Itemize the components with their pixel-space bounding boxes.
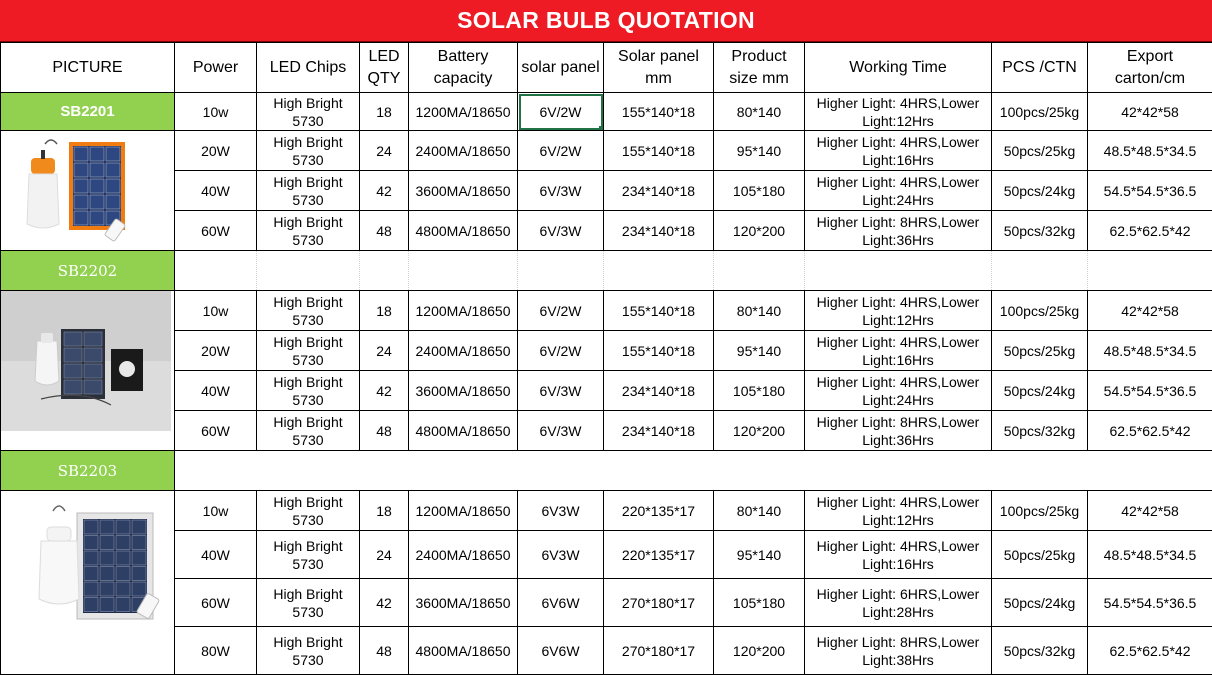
battery-cell[interactable]: 1200MA/18650 — [409, 93, 518, 131]
product-size-cell[interactable]: 80*140 — [714, 93, 805, 131]
model-label[interactable]: SB2202 — [1, 251, 175, 291]
product-size-cell[interactable]: 120*200 — [714, 211, 805, 251]
working-time-cell[interactable]: Higher Light: 4HRS,Lower Light:24Hrs — [805, 371, 992, 411]
battery-cell[interactable]: 2400MA/18650 — [409, 131, 518, 171]
power-cell[interactable]: 60W — [175, 211, 257, 251]
power-cell[interactable]: 40W — [175, 371, 257, 411]
export-carton-cell[interactable]: 42*42*58 — [1088, 291, 1212, 331]
empty-cell[interactable] — [805, 251, 992, 291]
table-row — [1, 491, 1212, 531]
header-power[interactable]: Power — [175, 43, 257, 93]
pcs-ctn-cell[interactable]: 100pcs/25kg — [992, 491, 1088, 531]
export-carton-cell[interactable]: 48.5*48.5*34.5 — [1088, 331, 1212, 371]
solar-panel-cell[interactable]: 6V3W — [518, 491, 604, 531]
empty-cell[interactable] — [604, 251, 714, 291]
led-qty-cell[interactable]: 48 — [360, 411, 409, 451]
led-chips-cell[interactable]: High Bright 5730 — [257, 411, 360, 451]
power-cell[interactable]: 10w — [175, 291, 257, 331]
table-row — [1, 627, 1212, 675]
table-row — [1, 171, 1212, 211]
led-chips-cell[interactable]: High Bright 5730 — [257, 627, 360, 675]
header-led-chips[interactable]: LED Chips — [257, 43, 360, 93]
solar-panel-cell[interactable]: 6V/3W — [518, 371, 604, 411]
product-size-cell[interactable]: 105*180 — [714, 171, 805, 211]
empty-cell[interactable] — [360, 251, 409, 291]
battery-cell[interactable]: 2400MA/18650 — [409, 531, 518, 579]
solar-panel-mm-cell[interactable]: 270*180*17 — [604, 579, 714, 627]
pcs-ctn-cell[interactable]: 50pcs/25kg — [992, 131, 1088, 171]
led-qty-cell[interactable]: 24 — [360, 331, 409, 371]
empty-cell[interactable] — [257, 251, 360, 291]
solar-panel-mm-cell[interactable]: 220*135*17 — [604, 531, 714, 579]
led-chips-cell[interactable]: High Bright 5730 — [257, 171, 360, 211]
product-size-cell[interactable]: 95*140 — [714, 531, 805, 579]
header-solar-panel[interactable]: solar panel — [518, 43, 604, 93]
header-product-size[interactable]: Product size mm — [714, 43, 805, 93]
export-carton-cell[interactable]: 42*42*58 — [1088, 491, 1212, 531]
battery-cell[interactable]: 3600MA/18650 — [409, 579, 518, 627]
export-carton-cell[interactable]: 62.5*62.5*42 — [1088, 627, 1212, 675]
led-qty-cell[interactable]: 48 — [360, 627, 409, 675]
header-working-time[interactable]: Working Time — [805, 43, 992, 93]
sheet-title: SOLAR BULB QUOTATION — [0, 0, 1212, 42]
pcs-ctn-cell[interactable]: 50pcs/25kg — [992, 531, 1088, 579]
pcs-ctn-cell[interactable]: 50pcs/24kg — [992, 171, 1088, 211]
led-chips-cell[interactable]: High Bright 5730 — [257, 371, 360, 411]
solar-panel-mm-cell[interactable]: 155*140*18 — [604, 331, 714, 371]
solar-panel-cell[interactable]: 6V/2W — [518, 131, 604, 171]
table-row — [1, 411, 1212, 451]
solar-panel-cell[interactable]: 6V/2W — [518, 291, 604, 331]
export-carton-cell[interactable]: 48.5*48.5*34.5 — [1088, 131, 1212, 171]
pcs-ctn-cell[interactable]: 100pcs/25kg — [992, 291, 1088, 331]
solar-panel-cell[interactable]: 6V3W — [518, 531, 604, 579]
working-time-cell[interactable]: Higher Light: 8HRS,Lower Light:36Hrs — [805, 411, 992, 451]
solar-panel-cell[interactable]: 6V/2W — [518, 331, 604, 371]
led-chips-cell[interactable]: High Bright 5730 — [257, 93, 360, 131]
battery-cell[interactable]: 4800MA/18650 — [409, 627, 518, 675]
header-pcs-ctn[interactable]: PCS /CTN — [992, 43, 1088, 93]
working-time-cell[interactable]: Higher Light: 4HRS,Lower Light:12Hrs — [805, 93, 992, 131]
empty-cell[interactable] — [992, 251, 1088, 291]
battery-cell[interactable]: 2400MA/18650 — [409, 331, 518, 371]
empty-cell[interactable] — [714, 251, 805, 291]
solar-panel-mm-cell[interactable]: 234*140*18 — [604, 411, 714, 451]
led-chips-cell[interactable]: High Bright 5730 — [257, 491, 360, 531]
pcs-ctn-cell[interactable]: 50pcs/32kg — [992, 211, 1088, 251]
solar-panel-mm-cell[interactable]: 155*140*18 — [604, 93, 714, 131]
battery-cell[interactable]: 1200MA/18650 — [409, 491, 518, 531]
battery-cell[interactable]: 3600MA/18650 — [409, 371, 518, 411]
empty-cell[interactable] — [175, 251, 257, 291]
working-time-cell[interactable]: Higher Light: 4HRS,Lower Light:12Hrs — [805, 491, 992, 531]
group-label-row — [1, 451, 1212, 491]
led-chips-cell[interactable]: High Bright 5730 — [257, 291, 360, 331]
table-row — [1, 291, 1212, 331]
solar-panel-mm-cell[interactable]: 220*135*17 — [604, 491, 714, 531]
working-time-cell[interactable]: Higher Light: 8HRS,Lower Light:36Hrs — [805, 211, 992, 251]
working-time-cell[interactable]: Higher Light: 4HRS,Lower Light:16Hrs — [805, 331, 992, 371]
table-row — [1, 579, 1212, 627]
export-carton-cell[interactable]: 62.5*62.5*42 — [1088, 211, 1212, 251]
solar-panel-mm-cell[interactable]: 155*140*18 — [604, 291, 714, 331]
empty-cell[interactable] — [175, 451, 1212, 491]
led-qty-cell[interactable]: 18 — [360, 93, 409, 131]
table-row — [1, 371, 1212, 411]
header-solar-panel-mm[interactable]: Solar panel mm — [604, 43, 714, 93]
quotation-table — [0, 42, 1212, 675]
solar-panel-mm-cell[interactable]: 270*180*17 — [604, 627, 714, 675]
header-picture[interactable]: PICTURE — [1, 43, 175, 93]
empty-cell[interactable] — [1088, 251, 1212, 291]
solar-panel-mm-cell[interactable]: 155*140*18 — [604, 131, 714, 171]
product-size-cell[interactable]: 80*140 — [714, 491, 805, 531]
product-picture — [1, 131, 175, 251]
pcs-ctn-cell[interactable]: 50pcs/32kg — [992, 411, 1088, 451]
solar-panel-cell[interactable]: 6V6W — [518, 627, 604, 675]
pcs-ctn-cell[interactable]: 50pcs/24kg — [992, 371, 1088, 411]
product-picture — [1, 491, 175, 675]
battery-cell[interactable]: 4800MA/18650 — [409, 211, 518, 251]
battery-cell[interactable]: 4800MA/18650 — [409, 411, 518, 451]
power-cell[interactable]: 40W — [175, 531, 257, 579]
empty-cell[interactable] — [409, 251, 518, 291]
solar-panel-cell[interactable]: 6V/2W — [518, 93, 604, 131]
table-row — [1, 531, 1212, 579]
export-carton-cell[interactable]: 48.5*48.5*34.5 — [1088, 531, 1212, 579]
product-size-cell[interactable]: 80*140 — [714, 291, 805, 331]
power-cell[interactable]: 60W — [175, 579, 257, 627]
solar-panel-cell[interactable]: 6V/3W — [518, 411, 604, 451]
product-size-cell[interactable]: 105*180 — [714, 579, 805, 627]
power-cell[interactable]: 80W — [175, 627, 257, 675]
empty-cell[interactable] — [518, 251, 604, 291]
working-time-cell[interactable]: Higher Light: 8HRS,Lower Light:38Hrs — [805, 627, 992, 675]
export-carton-cell[interactable]: 54.5*54.5*36.5 — [1088, 579, 1212, 627]
export-carton-cell[interactable]: 54.5*54.5*36.5 — [1088, 371, 1212, 411]
power-cell[interactable]: 10w — [175, 93, 257, 131]
power-cell[interactable]: 10w — [175, 491, 257, 531]
table-row — [1, 211, 1212, 251]
pcs-ctn-cell[interactable]: 50pcs/32kg — [992, 627, 1088, 675]
led-chips-cell[interactable]: High Bright 5730 — [257, 131, 360, 171]
header-battery[interactable]: Battery capacity — [409, 43, 518, 93]
working-time-cell[interactable]: Higher Light: 6HRS,Lower Light:28Hrs — [805, 579, 992, 627]
header-export-carton[interactable]: Export carton/cm — [1088, 43, 1212, 93]
export-carton-cell[interactable]: 62.5*62.5*42 — [1088, 411, 1212, 451]
solar-panel-mm-cell[interactable]: 234*140*18 — [604, 171, 714, 211]
group-label-row — [1, 93, 1212, 131]
product-size-cell[interactable]: 95*140 — [714, 331, 805, 371]
solar-panel-cell[interactable]: 6V6W — [518, 579, 604, 627]
header-row — [1, 43, 1212, 93]
header-led-qty[interactable]: LED QTY — [360, 43, 409, 93]
battery-cell[interactable]: 1200MA/18650 — [409, 291, 518, 331]
product-size-cell[interactable]: 95*140 — [714, 131, 805, 171]
pcs-ctn-cell[interactable]: 100pcs/25kg — [992, 93, 1088, 131]
led-qty-cell[interactable]: 18 — [360, 291, 409, 331]
power-cell[interactable]: 40W — [175, 171, 257, 211]
led-chips-cell[interactable]: High Bright 5730 — [257, 331, 360, 371]
led-qty-cell[interactable]: 42 — [360, 579, 409, 627]
solar-panel-cell[interactable]: 6V/3W — [518, 171, 604, 211]
solar-panel-mm-cell[interactable]: 234*140*18 — [604, 211, 714, 251]
product-picture — [1, 291, 175, 451]
export-carton-cell[interactable]: 42*42*58 — [1088, 93, 1212, 131]
product-size-cell[interactable]: 105*180 — [714, 371, 805, 411]
led-qty-cell[interactable]: 24 — [360, 131, 409, 171]
working-time-cell[interactable]: Higher Light: 4HRS,Lower Light:24Hrs — [805, 171, 992, 211]
power-cell[interactable]: 20W — [175, 331, 257, 371]
table-row — [1, 131, 1212, 171]
group-label-row — [1, 251, 1212, 291]
product-size-cell[interactable]: 120*200 — [714, 411, 805, 451]
battery-cell[interactable]: 3600MA/18650 — [409, 171, 518, 211]
led-chips-cell[interactable]: High Bright 5730 — [257, 579, 360, 627]
working-time-cell[interactable]: Higher Light: 4HRS,Lower Light:16Hrs — [805, 531, 992, 579]
solar-panel-cell[interactable]: 6V/3W — [518, 211, 604, 251]
led-chips-cell[interactable]: High Bright 5730 — [257, 211, 360, 251]
led-qty-cell[interactable]: 24 — [360, 531, 409, 579]
model-label[interactable]: SB2203 — [1, 451, 175, 491]
pcs-ctn-cell[interactable]: 50pcs/25kg — [992, 331, 1088, 371]
model-label[interactable]: SB2201 — [1, 93, 175, 131]
working-time-cell[interactable]: Higher Light: 4HRS,Lower Light:16Hrs — [805, 131, 992, 171]
product-size-cell[interactable]: 120*200 — [714, 627, 805, 675]
led-qty-cell[interactable]: 18 — [360, 491, 409, 531]
working-time-cell[interactable]: Higher Light: 4HRS,Lower Light:12Hrs — [805, 291, 992, 331]
table-row — [1, 331, 1212, 371]
power-cell[interactable]: 60W — [175, 411, 257, 451]
led-qty-cell[interactable]: 42 — [360, 171, 409, 211]
power-cell[interactable]: 20W — [175, 131, 257, 171]
export-carton-cell[interactable]: 54.5*54.5*36.5 — [1088, 171, 1212, 211]
led-chips-cell[interactable]: High Bright 5730 — [257, 531, 360, 579]
led-qty-cell[interactable]: 42 — [360, 371, 409, 411]
solar-panel-mm-cell[interactable]: 234*140*18 — [604, 371, 714, 411]
pcs-ctn-cell[interactable]: 50pcs/24kg — [992, 579, 1088, 627]
led-qty-cell[interactable]: 48 — [360, 211, 409, 251]
